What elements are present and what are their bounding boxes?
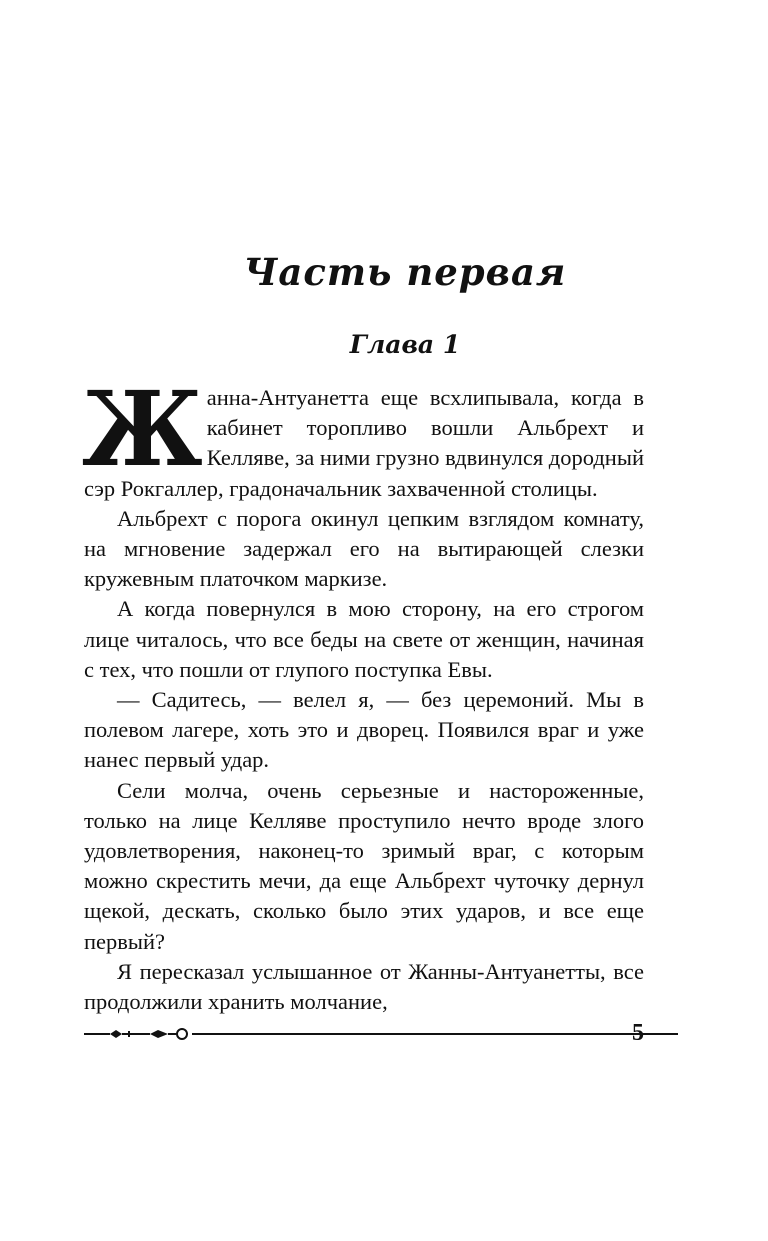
- paragraph-text: анна-Антуанетта еще всхлипывала, когда в кабинет торопливо вошли Альбрехт и Келляве, за ними грузно вдвинулся дородный сэр Рокгаллер, градоначальник захваченной столицы.: [84, 385, 644, 501]
- chapter-title: Глава 1: [349, 330, 461, 359]
- part-title: Часть первая: [243, 250, 567, 294]
- paragraph: — Садитесь, — велел я, — без церемоний. Мы в полевом лагере, хоть это и дворец. Появился враг и уже нанес первый удар.: [84, 687, 644, 773]
- footer-rule: [192, 1033, 678, 1035]
- body-text: [82, 368, 644, 1017]
- ornament-icon: [84, 1028, 194, 1040]
- paragraph: Сели молча, очень серьезные и настороженные, только на лице Келляве проступило нечто вроде злого удовлетворения, наконец-то зримый враг, с которым можно скрестить мечи, да еще Альбрехт чуточку дернул щекой, дескать, сколько было этих ударов, и все еще первый?: [84, 777, 644, 954]
- page-footer: [84, 1018, 644, 1058]
- paragraph: [82, 368, 644, 504]
- page-number: 5: [632, 1020, 644, 1046]
- paragraph: А когда повернулся в мою сторону, на его строгом лице читалось, что все беды на свете от женщин, начиная с тех, что пошли от глупого поступка Евы.: [84, 596, 644, 682]
- paragraph: Альбрехт с порога окинул цепким взглядом комнату, на мгновение задержал его на вытирающей слезки кружевным платочком маркизе.: [84, 505, 644, 592]
- drop-cap: Ж: [82, 368, 203, 490]
- paragraph: Я пересказал услышанное от Жанны-Антуанетты, все продолжили хранить молчание,: [84, 958, 644, 1015]
